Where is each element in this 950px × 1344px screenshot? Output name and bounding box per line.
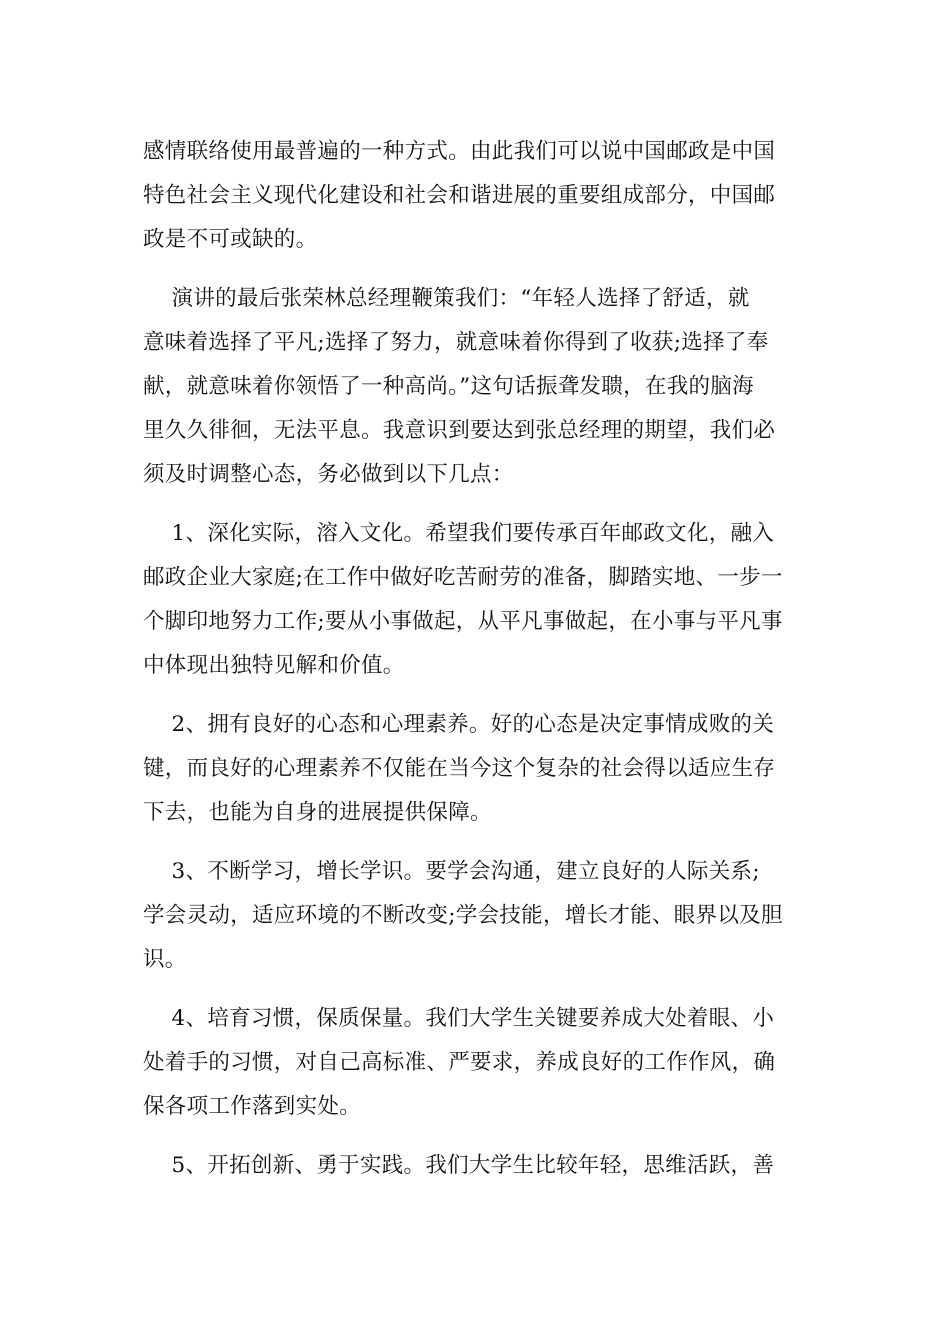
text-line: 演讲的最后张荣林总经理鞭策我们：“年轻人选择了舒适，就 [143,286,750,311]
text-line: 下去，也能为自身的进展提供保障。 [143,800,492,825]
paragraph-gap [143,1129,808,1144]
text-line: 1、深化实际，溶入文化。希望我们要传承百年邮政文化，融入 [143,521,775,546]
paragraph-gap [143,688,808,703]
text-line: 中体现出独特见解和价值。 [143,653,405,678]
document-body [143,130,808,1188]
paragraph-gap [143,262,808,277]
paragraph [143,130,808,262]
text-line: 3、不断学习，增长学识。要学会沟通，建立良好的人际关系; [143,859,760,884]
text-line: 5、开拓创新、勇于实践。我们大学生比较年轻，思维活跃，善 [143,1153,775,1178]
text-line: 4、培育习惯，保质保量。我们大学生关键要养成大处着眼、小 [143,1006,775,1031]
text-line: 2、拥有良好的心态和心理素养。好的心态是决定事情成败的关 [143,712,775,737]
text-line: 感情联络使用最普遍的一种方式。由此我们可以说中国邮政是中国 [143,139,776,164]
text-line: 学会灵动，适应环境的不断改变;学会技能，增长才能、眼界以及胆 [143,903,783,928]
text-line: 意味着选择了平凡;选择了努力，就意味着你得到了收获;选择了奉 [143,330,769,355]
text-line: 须及时调整心态，务必做到以下几点： [143,462,514,487]
paragraph [143,512,808,688]
text-line: 识。 [143,947,187,972]
text-line: 献，就意味着你领悟了一种高尚。”这句话振聋发聩，在我的脑海 [143,374,754,399]
paragraph [143,997,808,1129]
paragraph [143,277,808,497]
text-line: 里久久徘徊，无法平息。我意识到要达到张总经理的期望，我们必 [143,418,776,443]
text-line: 个脚印地努力工作;要从小事做起，从平凡事做起，在小事与平凡事 [143,609,783,634]
text-line: 特色社会主义现代化建设和社会和谐进展的重要组成部分，中国邮 [143,183,776,208]
paragraph [143,850,808,982]
text-line: 处着手的习惯，对自己高标准、严要求，养成良好的工作作风，确 [143,1050,776,1075]
paragraph-gap [143,982,808,997]
paragraph [143,1144,808,1188]
paragraph-gap [143,835,808,850]
text-line: 键，而良好的心理素养不仅能在当今这个复杂的社会得以适应生存 [143,756,776,781]
text-line: 政是不可或缺的。 [143,227,318,252]
paragraph [143,703,808,835]
paragraph-gap [143,497,808,512]
text-line: 邮政企业大家庭;在工作中做好吃苦耐劳的准备，脚踏实地、一步一 [143,565,783,590]
text-line: 保各项工作落到实处。 [143,1094,362,1119]
